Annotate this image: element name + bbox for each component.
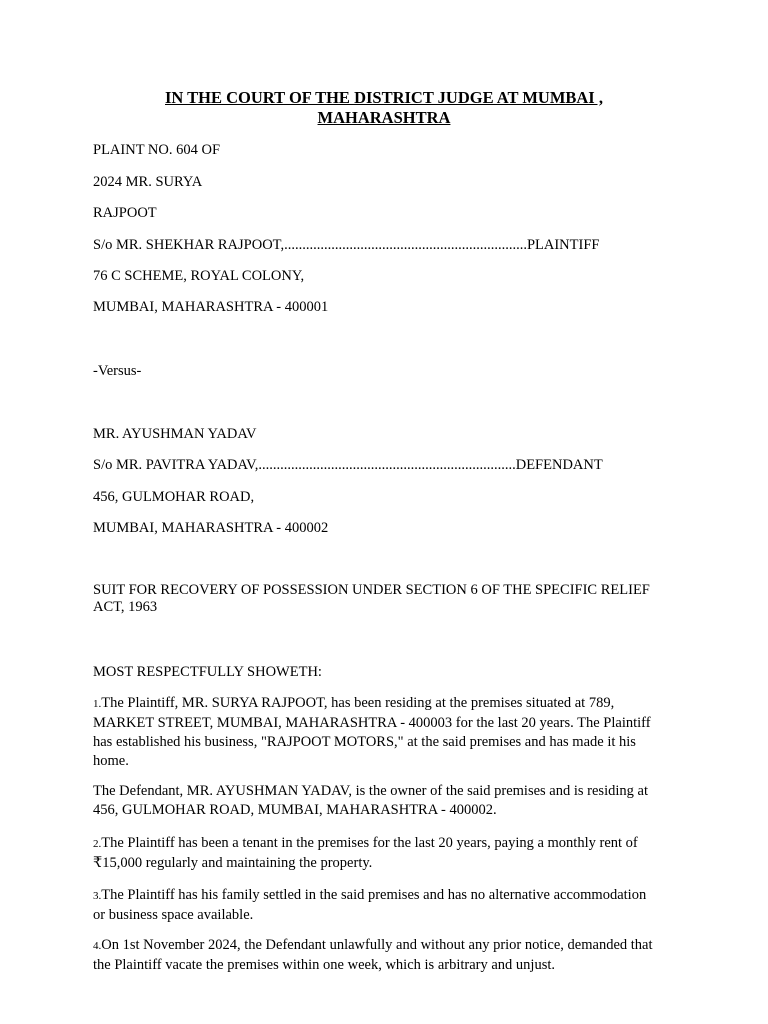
paragraph-2-text: The Plaintiff has been a tenant in the premises for the last 20 years, paying a monthly rent of ₹15,000 regularly and maintaining the property. (93, 835, 638, 871)
paragraph-1-text: The Plaintiff, MR. SURYA RAJPOOT, has been residing at the premises situated at 789, MARKET STREET, MUMBAI, MAHARASHTRA - 400003 for the last 20 years. The Plaintiff has established his business, "RAJPOOT MOTORS," at the said premises and has made it his home. (93, 695, 651, 769)
defendant-father: S/o MR. PAVITRA YADAV,.......................................................................DEFENDANT (93, 457, 603, 473)
paragraph-1 (93, 694, 653, 771)
plaintiff-father: S/o MR. SHEKHAR RAJPOOT,...................................................................PLAINTIFF (93, 237, 600, 253)
versus-label: -Versus- (93, 363, 142, 379)
paragraph-3 (93, 886, 653, 925)
suit-title: SUIT FOR RECOVERY OF POSSESSION UNDER SECTION 6 OF THE SPECIFIC RELIEF ACT, 1963 (93, 582, 650, 615)
paragraph-4-number: 4. (93, 940, 102, 952)
paragraph-1-number: 1. (93, 698, 102, 710)
defendant-name: MR. AYUSHMAN YADAV (93, 426, 257, 442)
plaintiff-address-line2: MUMBAI, MAHARASHTRA - 400001 (93, 299, 329, 315)
paragraph-3-text: The Plaintiff has his family settled in the said premises and has no alternative accommodation or business space available. (93, 887, 647, 923)
paragraph-2 (93, 834, 685, 873)
plaintiff-address-line1: 76 C SCHEME, ROYAL COLONY, (93, 268, 305, 284)
paragraph-4 (93, 936, 653, 975)
court-title (0, 88, 768, 128)
defendant-address-line1: 456, GULMOHAR ROAD, (93, 489, 255, 505)
paragraph-1b: The Defendant, MR. AYUSHMAN YADAV, is the owner of the said premises and is residing at 456, GULMOHAR ROAD, MUMBAI, MAHARASHTRA - 400002. (93, 783, 648, 818)
court-title-line2: MAHARASHTRA (317, 108, 451, 127)
defendant-address-line2: MUMBAI, MAHARASHTRA - 400002 (93, 520, 329, 536)
plaintiff-name-line2: RAJPOOT (93, 205, 157, 221)
plaint-number: PLAINT NO. 604 OF (93, 142, 221, 158)
paragraph-4-text: On 1st November 2024, the Defendant unlawfully and without any prior notice, demanded that the Plaintiff vacate the premises within one week, which is arbitrary and unjust. (93, 937, 653, 973)
court-title-line1: IN THE COURT OF THE DISTRICT JUDGE AT MUMBAI , (165, 88, 603, 107)
paragraph-2-number: 2. (93, 838, 102, 850)
plaintiff-name-line1: 2024 MR. SURYA (93, 174, 203, 190)
showeth-heading: MOST RESPECTFULLY SHOWETH: (93, 664, 322, 680)
paragraph-3-number: 3. (93, 890, 102, 902)
